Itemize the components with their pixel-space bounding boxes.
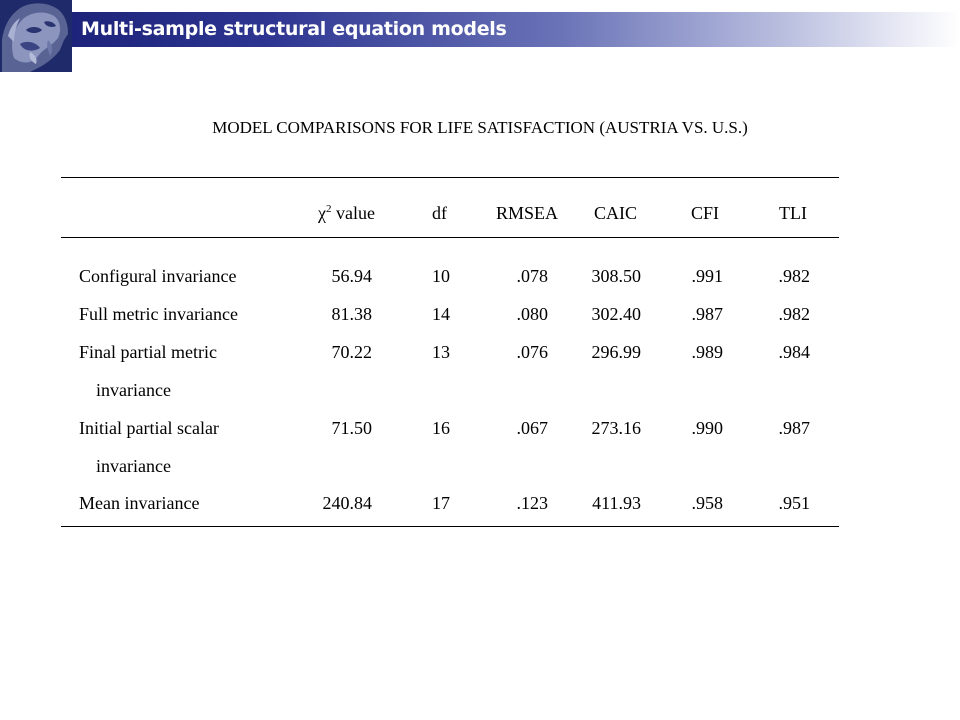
cell-chi2: 70.22: [331, 342, 372, 362]
cell-caic: 273.16: [591, 418, 641, 438]
chi-superscript: 2: [326, 203, 332, 215]
row-label: Initial partial scalar: [79, 418, 219, 438]
cell-df: 10: [432, 266, 450, 286]
cell-cfi: .987: [691, 304, 723, 324]
column-header-df: df: [432, 203, 447, 223]
row-label: Mean invariance: [79, 493, 200, 513]
column-header-rmsea: RMSEA: [496, 203, 559, 223]
cell-tli: .987: [778, 418, 810, 438]
cell-chi2: 71.50: [331, 418, 372, 438]
cell-rmsea: .123: [516, 493, 548, 513]
cell-chi2: 81.38: [331, 304, 372, 324]
table-top-rule: [61, 177, 839, 178]
column-header-caic: CAIC: [594, 203, 638, 223]
cell-df: 13: [432, 342, 450, 362]
cell-cfi: .989: [691, 342, 723, 362]
cell-rmsea: .067: [516, 418, 548, 438]
cell-rmsea: .080: [516, 304, 548, 324]
row-label: Full metric invariance: [79, 304, 238, 324]
row-label: Final partial metric: [79, 342, 217, 362]
slide-title: Multi-sample structural equation models: [81, 18, 507, 40]
lion-emblem-icon: [0, 0, 72, 72]
cell-df: 17: [432, 493, 450, 513]
cell-caic: 302.40: [591, 304, 641, 324]
cell-caic: 411.93: [592, 493, 641, 513]
column-header-tli: TLI: [779, 203, 807, 223]
title-bar: [72, 12, 960, 47]
cell-cfi: .958: [691, 493, 723, 513]
table-header-rule: [61, 237, 839, 238]
cell-caic: 308.50: [591, 266, 641, 286]
cell-caic: 296.99: [591, 342, 641, 362]
cell-chi2: 240.84: [322, 493, 372, 513]
cell-cfi: .990: [691, 418, 723, 438]
table-title: MODEL COMPARISONS FOR LIFE SATISFACTION (AUSTRIA VS. U.S.): [212, 118, 748, 137]
cell-tli: .984: [778, 342, 810, 362]
row-label: Configural invariance: [79, 266, 237, 286]
column-header-chi2: [318, 202, 375, 224]
chi-value-label: value: [336, 203, 375, 223]
cell-df: 16: [432, 418, 450, 438]
lion-emblem-graphic: [0, 0, 72, 72]
row-label-continuation: invariance: [96, 456, 171, 476]
cell-df: 14: [432, 304, 450, 324]
cell-rmsea: .076: [516, 342, 548, 362]
cell-tli: .982: [778, 304, 810, 324]
cell-cfi: .991: [691, 266, 723, 286]
row-label-continuation: invariance: [96, 380, 171, 400]
cell-rmsea: .078: [516, 266, 548, 286]
table-bottom-rule: [61, 526, 839, 527]
cell-tli: .982: [778, 266, 810, 286]
chi-symbol: χ: [318, 203, 326, 223]
cell-chi2: 56.94: [331, 266, 372, 286]
column-header-cfi: CFI: [691, 203, 720, 223]
cell-tli: .951: [778, 493, 810, 513]
